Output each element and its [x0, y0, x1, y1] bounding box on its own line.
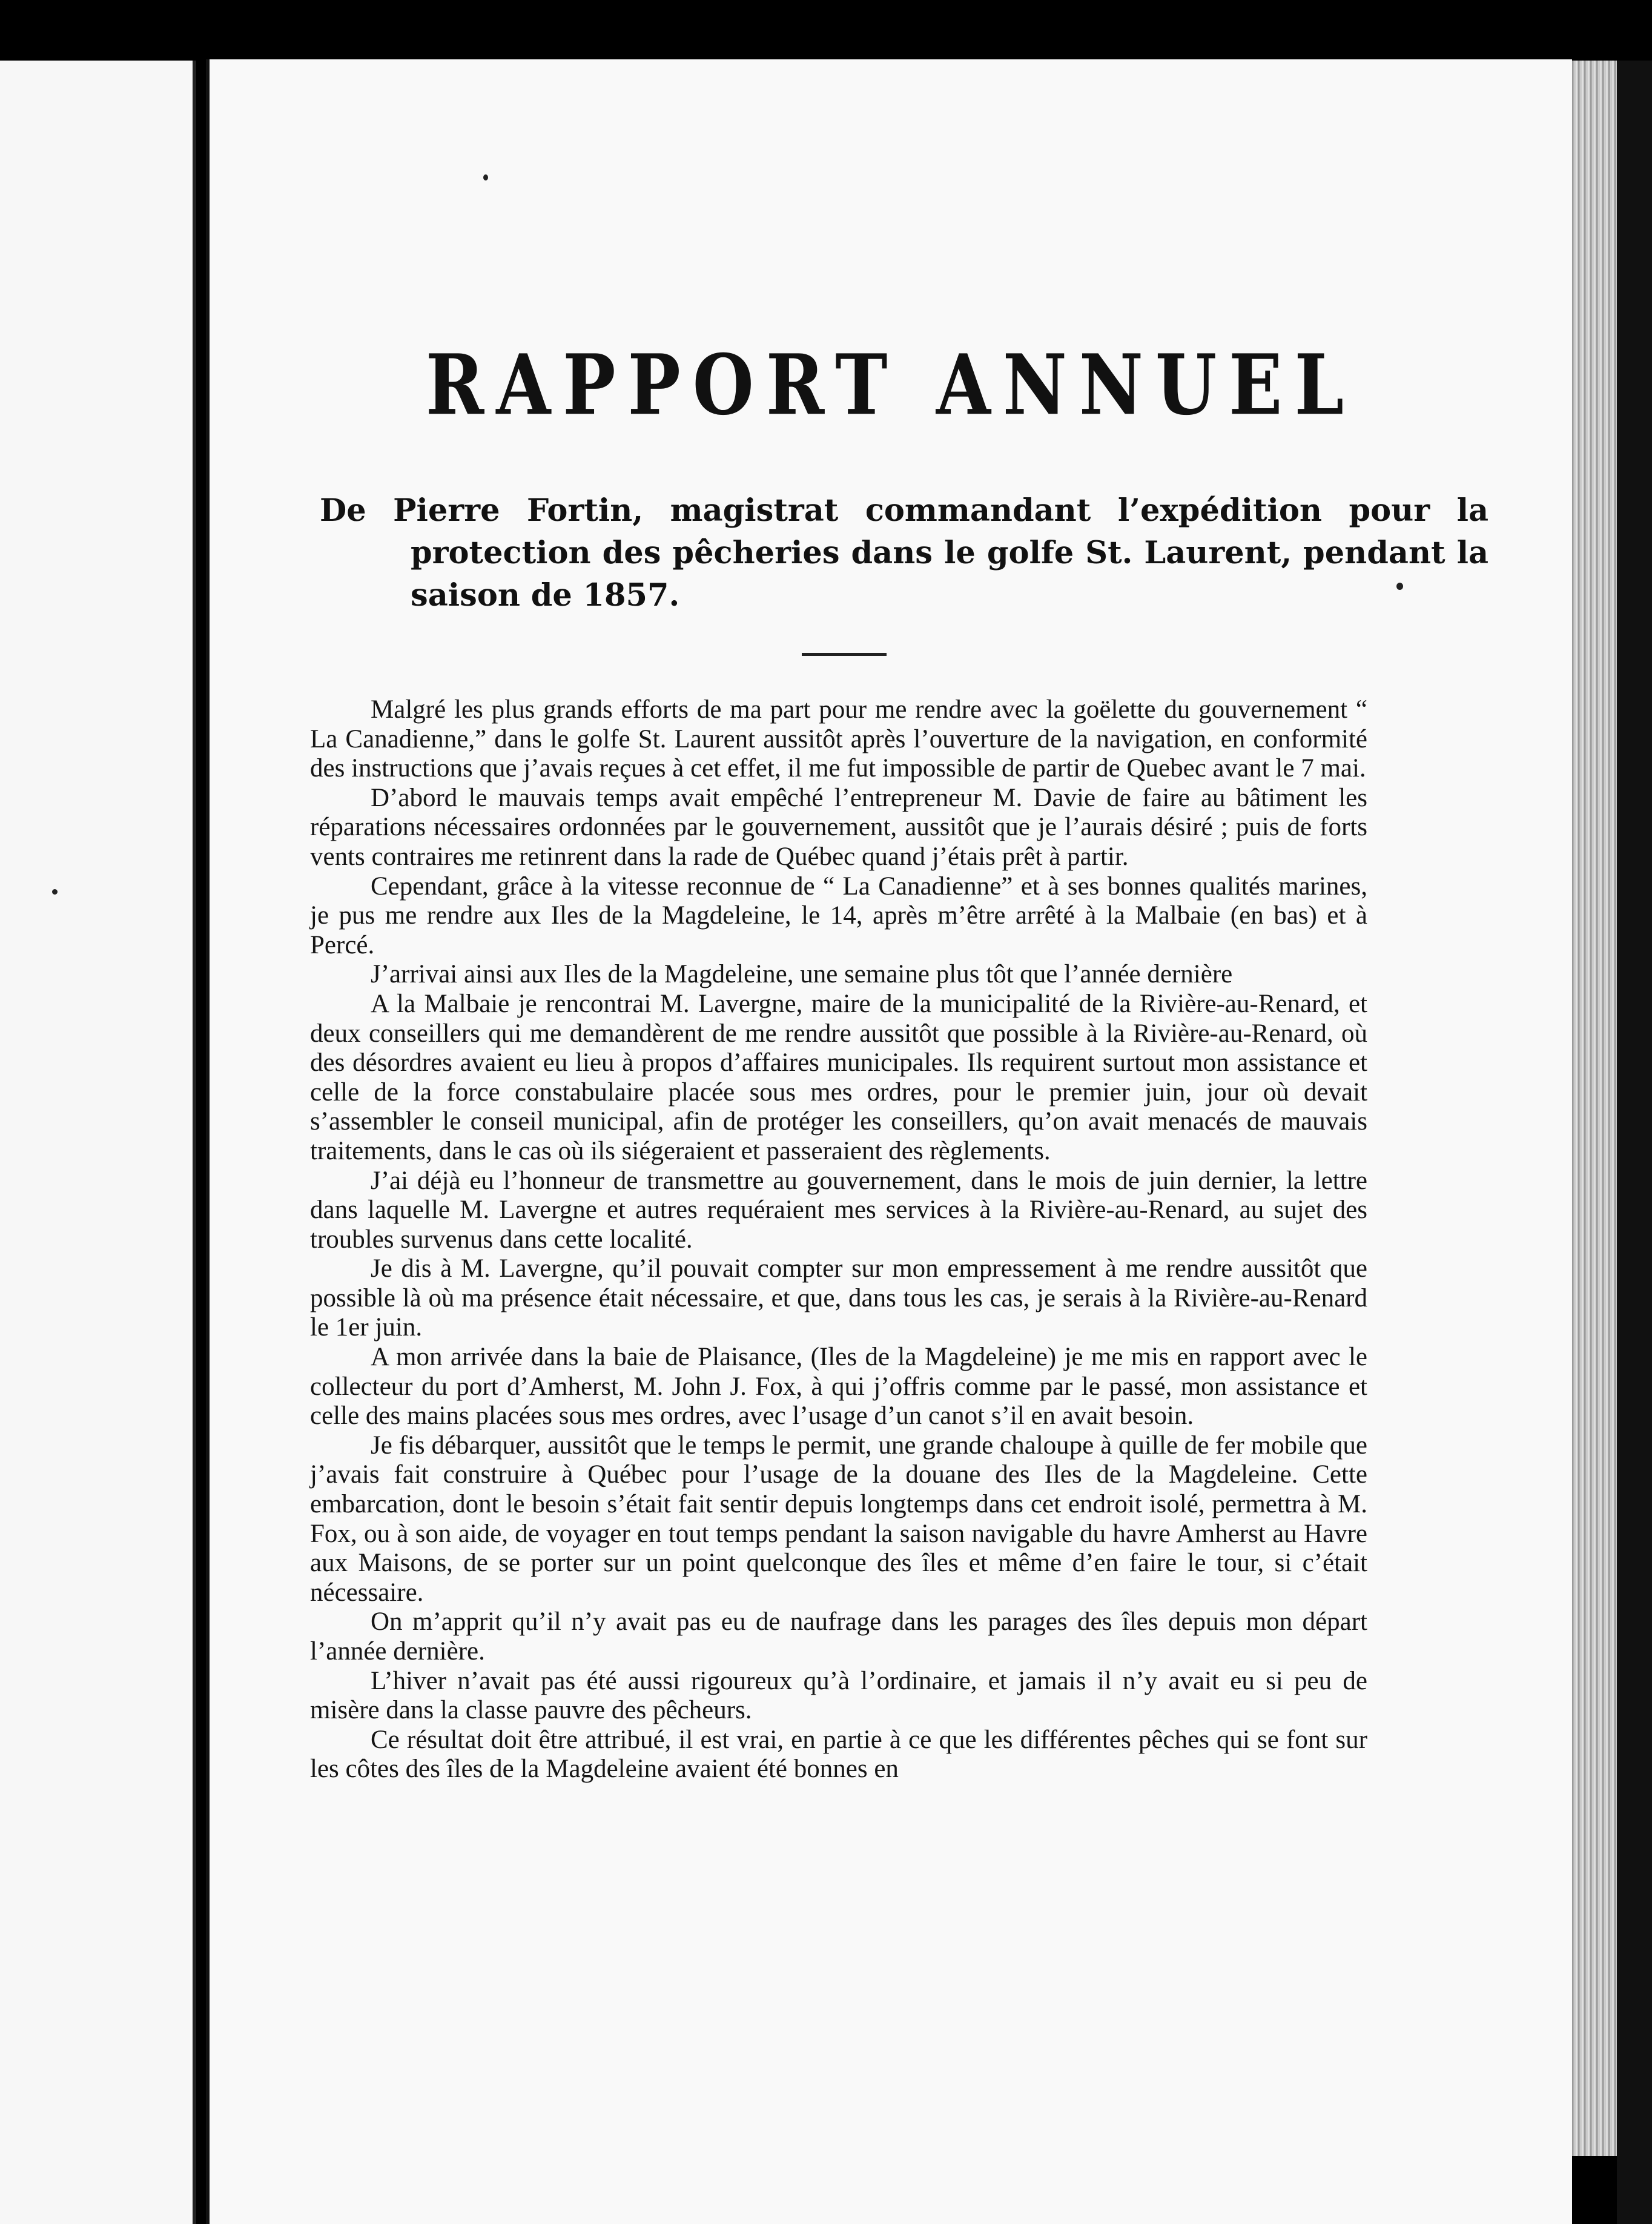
ink-speck	[483, 174, 488, 180]
paragraph: A la Malbaie je rencontrai M. Lavergne, maire de la municipalité de la Rivière-au-Renard, et deux conseillers qui me demandèrent de me rendre aussitôt que possible à la Rivière-au-Renard, où des désordres avaient eu lieu à propos d’affaires municipales. Ils requirent surtout mon assistance et celle de la force constabulaire placée sous mes ordres, pour le premier juin, jour où devait s’assembler le conseil municipal, afin de protéger les conseillers, qu’on avait menacés de mauvais traitements, dans le cas où ils siégeraient et passeraient des règlements.	[310, 989, 1367, 1165]
paragraph: Malgré les plus grands efforts de ma part pour me rendre avec la goëlette du gouvernement “ La Canadienne,” dans le golfe St. Laurent aussitôt après l’ouverture de la navigation, en conformité des instructions que j’avais reçues à cet effet, il me fut impossible de partir de Quebec avant le 7 mai.	[310, 695, 1367, 783]
paragraph: Ce résultat doit être attribué, il est vrai, en partie à ce que les différentes pêches qui se font sur les côtes des îles de la Magdeleine avaient été bonnes en	[310, 1725, 1367, 1784]
paragraph: J’ai déjà eu l’honneur de transmettre au gouvernement, dans le mois de juin dernier, la lettre dans laquelle M. Lavergne et autres requéraient mes services à la Rivière-au-Renard, au sujet des troubles survenus dans cette localité.	[310, 1166, 1367, 1254]
paragraph: L’hiver n’avait pas été aussi rigoureux qu’à l’ordinaire, et jamais il n’y avait eu si peu de misère dans la classe pauvre des pêcheurs.	[310, 1666, 1367, 1725]
document-page	[206, 59, 1572, 2224]
paragraph: A mon arrivée dans la baie de Plaisance, (Iles de la Magdeleine) je me mis en rapport avec le collecteur du port d’Amherst, M. John J. Fox, à qui j’offris comme par le passé, mon assistance et celle des mains placées sous mes ordres, avec l’usage d’un canot s’il en avait besoin.	[310, 1343, 1367, 1431]
title-divider	[802, 653, 887, 656]
paragraph: Cependant, grâce à la vitesse reconnue de “ La Canadienne” et à ses bonnes qualités marines, je pus me rendre aux Iles de la Magdeleine, le 14, après m’être arrêté à la Malbaie (en bas) et à Percé.	[310, 872, 1367, 959]
paragraph: J’arrivai ainsi aux Iles de la Magdeleine, une semaine plus tôt que l’année dernière	[371, 960, 1233, 989]
paragraph: Je dis à M. Lavergne, qu’il pouvait compter sur mon empressement à me rendre aussitôt que possible là où ma présence était nécessaire, et que, dans tous les cas, je serais à la Rivière-au-Renard le 1er juin.	[310, 1254, 1367, 1342]
document-title: RAPPORT ANNUEL	[425, 336, 1356, 434]
paragraph: Je fis débarquer, aussitôt que le temps le permit, une grande chaloupe à quille de fer mobile que j’avais fait construire à Québec pour l’usage de la douane des Iles de la Magdeleine. Cette embarcation, dont le besoin s’était fait sentir depuis longtemps dans cet endroit isolé, permettra à M. Fox, ou à son aide, de voyager en tout temps pendant la saison navigable du havre Amherst au Havre aux Maisons, de se porter sur un point quelconque des îles et même d’en faire le tour, si c’était nécessaire.	[310, 1431, 1367, 1607]
page-edges-shadow	[1617, 61, 1652, 2224]
ink-speck	[52, 889, 58, 895]
document-subtitle: De Pierre Fortin, magistrat commandant l’expédition pour la protection des pêcheries dans le golfe St. Laurent, pendant la saison de 1857.	[320, 492, 1488, 614]
paragraph: D’abord le mauvais temps avait empêché l’entrepreneur M. Davie de faire au bâtiment les réparations nécessaires ordonnées par le gouvernement, aussitôt que je l’aurais désiré ; puis de forts vents contraires me retinrent dans la rade de Québec quand j’étais prêt à partir.	[310, 783, 1367, 871]
left-page-margin	[0, 61, 196, 2224]
document-body	[310, 695, 1367, 1784]
paragraph: On m’apprit qu’il n’y avait pas eu de naufrage dans les parages des îles depuis mon départ l’année dernière.	[310, 1607, 1367, 1666]
page-edges	[1568, 61, 1617, 2156]
